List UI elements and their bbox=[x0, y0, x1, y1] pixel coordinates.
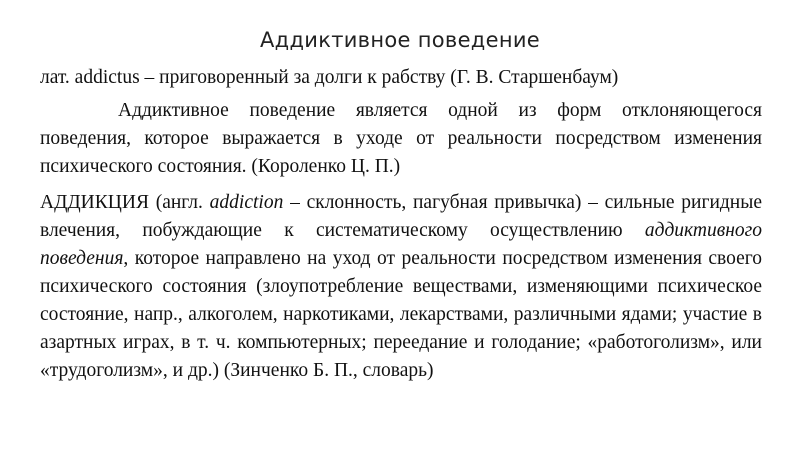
addiction-rest: , которое направлено на уход от реальности посредством изменения своего психического состояния (злоупотребление веществами, изменяющими психическое состояние, напр., алкоголем, наркотиками, лекарствами, различными ядами; участие в азартных играх, в т. ч. компьютерных; переедание и голодание; «работоголизм», или «трудоголизм», и др.) (Зинченко Б. П., словарь) bbox=[40, 248, 762, 381]
slide-title: Аддиктивное поведение bbox=[259, 28, 541, 52]
slide-body bbox=[40, 64, 762, 385]
addictive-behavior-emphasis: аддиктивного поведения bbox=[40, 220, 762, 269]
addiction-paren-open: (англ. bbox=[148, 192, 210, 213]
etymology-paragraph: лат. addictus – приговоренный за долги к рабству (Г. В. Старшенбаум) bbox=[40, 67, 619, 88]
addiction-definition-paragraph bbox=[40, 189, 762, 385]
addiction-term: АДДИКЦИЯ bbox=[40, 192, 149, 213]
korolenko-definition-paragraph: Аддиктивное поведение является одной из форм отклоняющегося поведения, которое выражается в уходе от реальности посредством изменения психического состояния. (Короленко Ц. П.) bbox=[40, 100, 762, 177]
addiction-english-word: addiction bbox=[209, 192, 284, 213]
addiction-gloss: – склонность, пагубная привычка) – сильные ригидные влечения, побуждающие к систематическому осуществлению bbox=[40, 192, 762, 241]
